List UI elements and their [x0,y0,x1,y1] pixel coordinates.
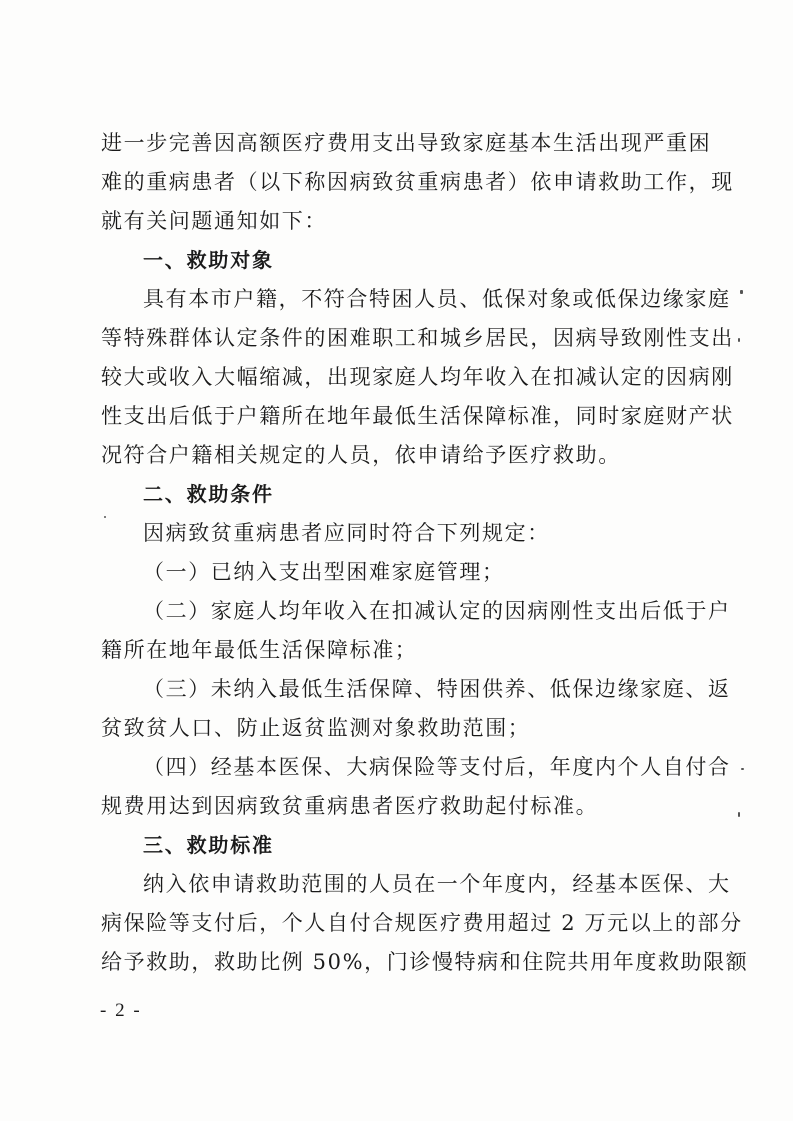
scan-speck [738,338,740,342]
text-line: 性支出后低于户籍所在地年最低生活保障标准，同时家庭财产状 [101,404,734,428]
text-line: 籍所在地年最低生活保障标准； [101,638,418,662]
text-line: 贫致贫人口、防止返贫监测对象救助范围； [101,716,531,740]
scan-speck [740,290,743,294]
text-line: 进一步完善因高额医疗费用支出导致家庭基本生活出现严重困 [101,131,712,155]
text-line: 等特殊群体认定条件的困难职工和城乡居民，因病导致刚性支出 [101,326,734,350]
text-line: 具有本市户籍，不符合特困人员、低保对象或低保边缘家庭 [143,287,731,311]
list-item-3: （三）未纳入最低生活保障、特困供养、低保边缘家庭、返 [143,677,731,701]
text-line: 因病致贫重病患者应同时符合下列规定： [143,521,550,545]
text-line: 难的重病患者（以下称因病致贫重病患者）依申请救助工作，现 [101,170,734,194]
scan-speck [738,812,740,817]
scan-speck [741,768,744,770]
list-item-2: （二）家庭人均年收入在扣减认定的因病刚性支出后低于户 [143,599,731,623]
section-heading-standards: 三、救助标准 [143,833,274,857]
text-line: 规费用达到因病致贫重病患者医疗救助起付标准。 [101,794,599,818]
text-line: 较大或收入大幅缩减，出现家庭人均年收入在扣减认定的因病刚 [101,365,734,389]
text-line: 病保险等支付后，个人自付合规医疗费用超过 2 万元以上的部分 [101,911,743,935]
text-line: 况符合户籍相关规定的人员，依申请给予医疗救助。 [101,443,621,467]
scan-speck [104,516,106,518]
document-body [101,124,749,982]
page-number: - 2 - [100,1000,142,1021]
section-heading-recipients: 一、救助对象 [143,248,274,272]
list-item-4: （四）经基本医保、大病保险等支付后，年度内个人自付合 [143,755,731,779]
list-item-1: （一）已纳入支出型困难家庭管理； [143,560,505,584]
text-line: 就有关问题通知如下： [101,209,327,233]
text-line: 纳入依申请救助范围的人员在一个年度内，经基本医保、大 [143,872,731,896]
text-line: 给予救助，救助比例 50%，门诊慢特病和住院共用年度救助限额 [101,950,749,974]
section-heading-conditions: 二、救助条件 [143,482,274,506]
